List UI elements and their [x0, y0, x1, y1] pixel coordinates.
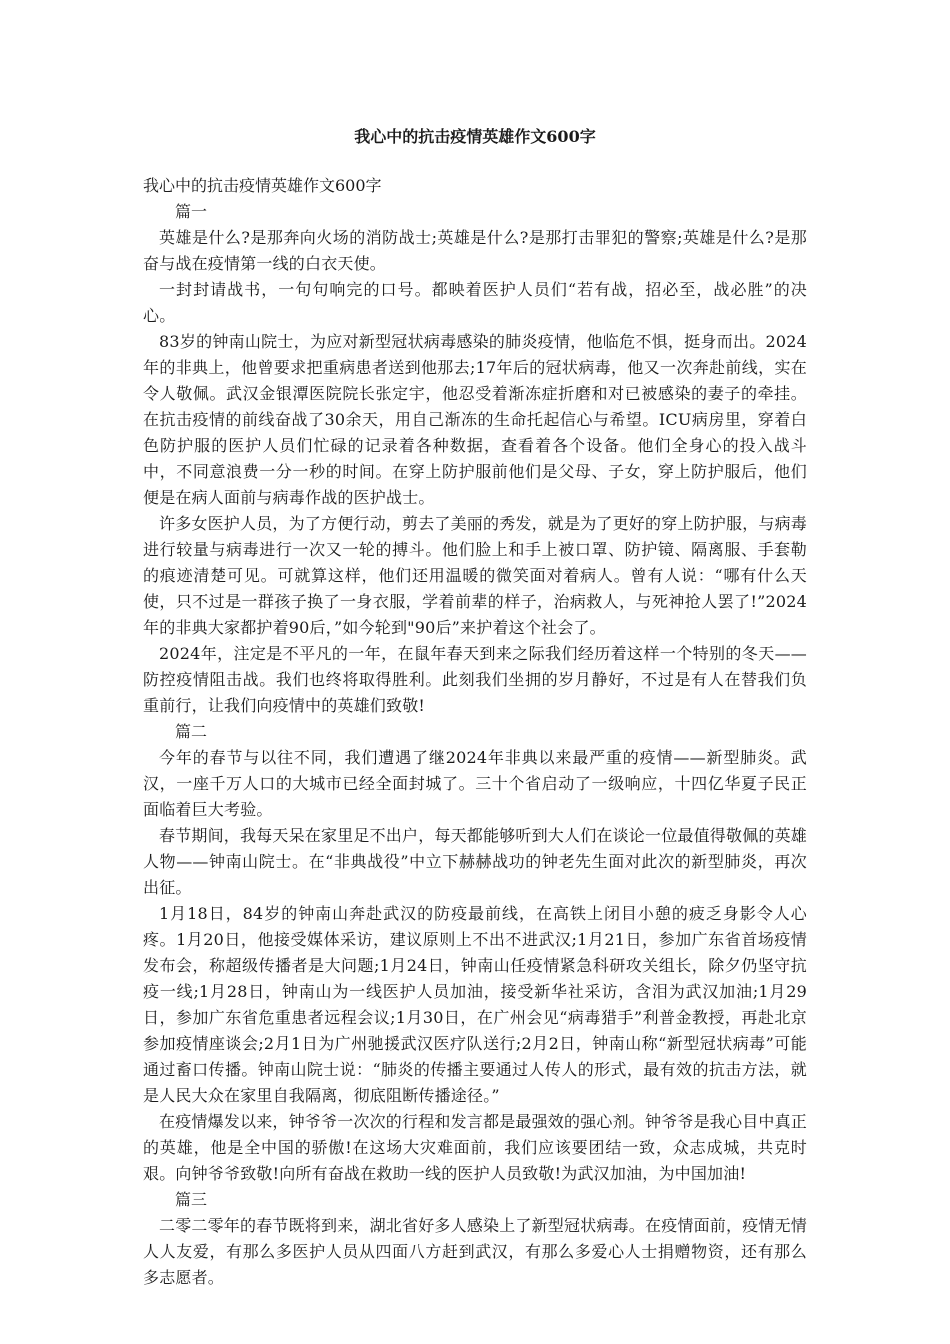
- paragraph: 2024年，注定是不平凡的一年，在鼠年春天到来之际我们经历着这样一个特别的冬天——防控疫情阻击战。我们也终将取得胜利。此刻我们坐拥的岁月静好，不过是有人在替我们负重前行，让我们向疫情中的英雄们致敬!: [143, 644, 807, 715]
- paragraph: 在疫情爆发以来，钟爷爷一次次的行程和发言都是最强效的强心剂。钟爷爷是我心目中真正的英雄，他是全中国的骄傲!在这场大灾难面前，我们应该要团结一致，众志成城，共克时艰。向钟爷爷致敬!向所有奋战在救助一线的医护人员致敬!为武汉加油，为中国加油!: [143, 1112, 808, 1183]
- paragraph: 英雄是什么?是那奔向火场的消防战士;英雄是什么?是那打击罪犯的警察;英雄是什么?是那奋与战在疫情第一线的白衣天使。: [143, 228, 807, 273]
- paragraph: 83岁的钟南山院士，为应对新型冠状病毒感染的肺炎疫情，他临危不惧，挺身而出。2024年的非典上，他曾要求把重病患者送到他那去;17年后的冠状病毒，他又一次奔赴前线，实在令人敬佩。武汉金银潭医院院长张定宇，他忍受着渐冻症折磨和对已被感染的妻子的牵挂。在抗击疫情的前线奋战了30余天，用自己渐冻的生命托起信心与希望。ICU病房里，穿着白色防护服的医护人员们忙碌的记录着各种数据，查看着各个设备。他们全身心的投入战斗中，不同意浪费一分一秒的时间。在穿上防护服前他们是父母、子女，穿上防护服后，他们便是在病人面前与病毒作战的医护战士。: [143, 332, 807, 507]
- document-subtitle: 我心中的抗击疫情英雄作文600字: [143, 176, 382, 195]
- paragraph: 二零二零年的春节既将到来，湖北省好多人感染上了新型冠状病毒。在疫情面前，疫情无情人人友爱，有那么多医护人员从四面八方赶到武汉，有那么多爱心人士捐赠物资，还有那么多志愿者。: [143, 1216, 808, 1287]
- paragraph: 许多女医护人员，为了方便行动，剪去了美丽的秀发，就是为了更好的穿上防护服，与病毒进行较量与病毒进行一次又一轮的搏斗。他们脸上和手上被口罩、防护镜、隔离服、手套勒的痕迹清楚可见。可就算这样，他们还用温暖的微笑面对着病人。曾有人说：“哪有什么天使，只不过是一群孩子换了一身衣服，学着前辈的样子，治病救人，与死神抢人罢了!”2024年的非典大家都护着90后，”如今轮到"90后”来护着这个社会了。: [143, 514, 808, 637]
- paragraph: 1月18日，84岁的钟南山奔赴武汉的防疫最前线，在高铁上闭目小憩的疲乏身影令人心疼。1月20日，他接受媒体采访，建议原则上不出不进武汉;1月21日，参加广东省首场疫情发布会，称超级传播者是大问题;1月24日，钟南山任疫情紧急科研攻关组长，除夕仍坚守抗疫一线;1月28日，钟南山为一线医护人员加油，接受新华社采访，含泪为武汉加油;1月29日，参加广东省危重患者远程会议;1月30日，在广州会见“病毒猎手”利普金教授，再赴北京参加疫情座谈会;2月1日为广州驰援武汉医疗队送行;2月2日，钟南山称“新型冠状病毒”可能通过畜口传播。钟南山院士说：“肺炎的传播主要通过人传人的形式，最有效的抗击方法，就是人民大众在家里自我隔离，彻底阻断传播途径。”: [143, 904, 807, 1105]
- paragraph: 一封封请战书，一句句响完的口号。都映着医护人员们“若有战，招必至，战必胜”的决心。: [143, 280, 807, 325]
- section-heading: 篇一: [175, 202, 208, 221]
- document-body: [143, 173, 807, 1291]
- document-title: 我心中的抗击疫情英雄作文600字: [354, 127, 596, 146]
- section-heading: 篇三: [175, 1190, 208, 1209]
- section-heading: 篇二: [175, 722, 208, 741]
- paragraph: 今年的春节与以往不同，我们遭遇了继2024年非典以来最严重的疫情——新型肺炎。武汉，一座千万人口的大城市已经全面封城了。三十个省启动了一级响应，十四亿华夏子民正面临着巨大考验。: [143, 748, 807, 819]
- paragraph: 春节期间，我每天呆在家里足不出户，每天都能够听到大人们在谈论一位最值得敬佩的英雄人物——钟南山院士。在“非典战役”中立下赫赫战功的钟老先生面对此次的新型肺炎，再次出征。: [143, 826, 808, 897]
